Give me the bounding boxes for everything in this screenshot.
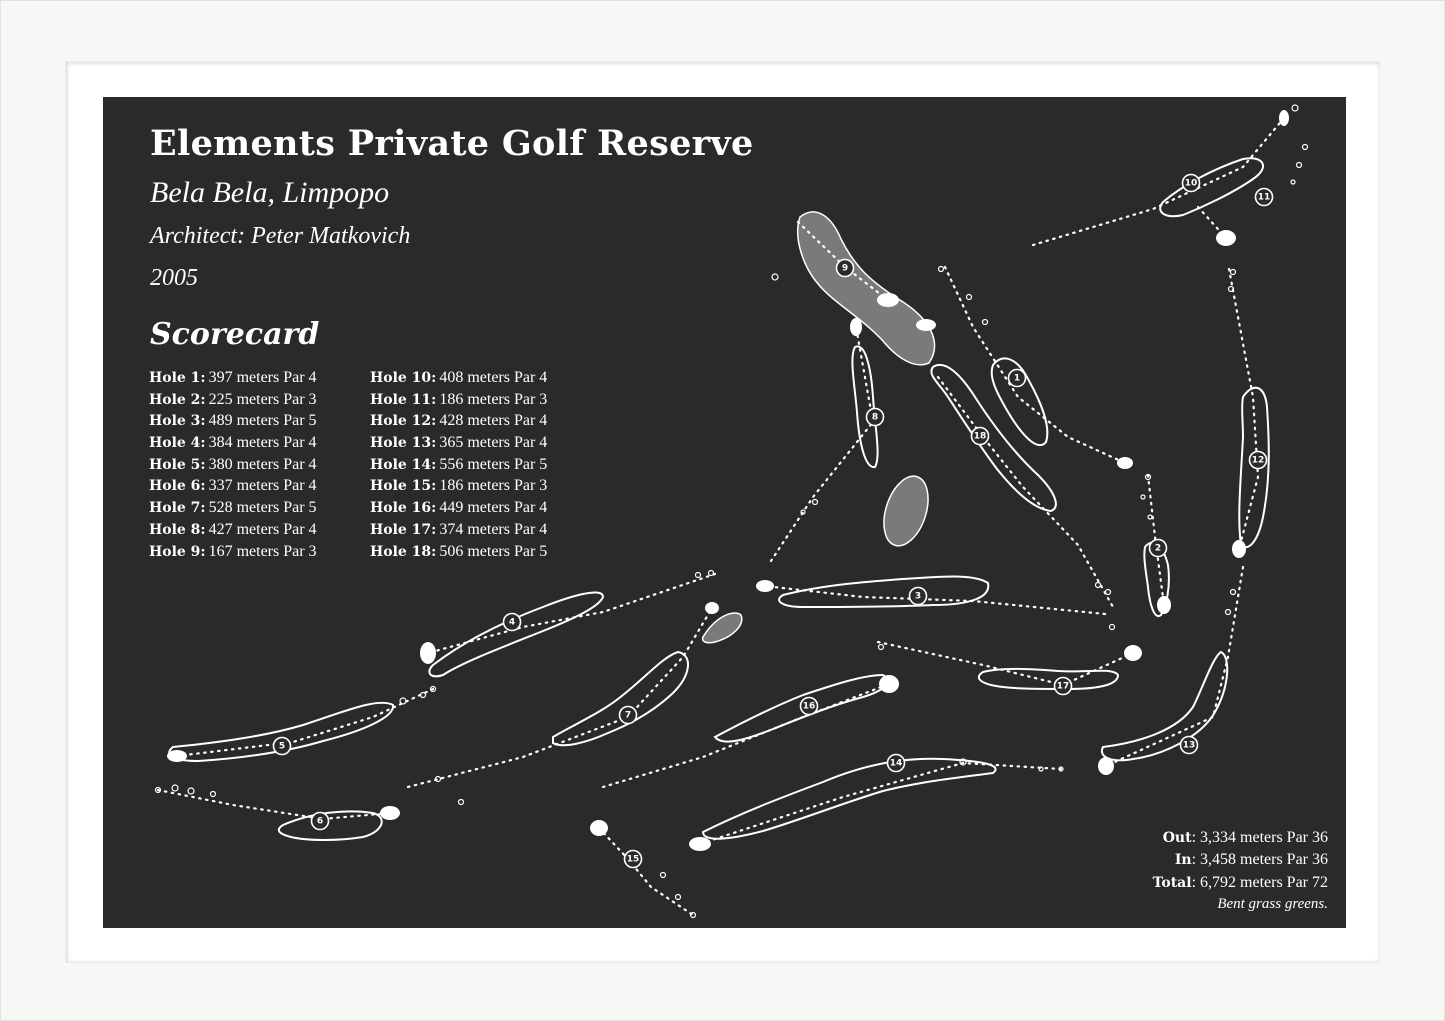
hole-detail: 427 meters Par 4 [208,520,317,538]
hole-detail: 380 meters Par 4 [208,455,317,473]
hole-number-9: 9 [841,263,849,274]
hole-number-4: 4 [508,617,516,628]
totals-in-label: In [1174,852,1192,869]
line-7 [408,608,712,787]
scorecard-row [149,367,317,389]
scorecard-row [370,497,547,519]
line-11 [1198,207,1226,238]
course-title: Elements Private Golf Reserve [150,123,754,164]
hole-label: Hole 11: [370,391,437,408]
hole-detail: 408 meters Par 4 [439,369,548,386]
scorecard-row [370,541,547,563]
hole-detail: 506 meters Par 5 [439,542,548,560]
scorecard-row [149,410,317,432]
totals-out-value: : 3,334 meters Par 36 [1191,828,1328,846]
hole-label: Hole 13: [370,435,437,452]
green-11 [1216,230,1236,246]
hole-number-2: 2 [1154,543,1162,554]
hole-label: Hole 2: [149,391,206,408]
green-13 [1098,757,1114,775]
fairway-17 [979,669,1118,689]
hole-number-1: 1 [1013,373,1021,384]
hole-number-15: 15 [626,854,640,865]
hole-label: Hole 15: [370,478,437,495]
line-16 [603,684,889,787]
line-17 [878,642,1133,685]
line-13 [1106,567,1243,766]
scorecard-back-nine [370,367,547,562]
green-3 [756,580,774,592]
hole-number-5: 5 [278,741,286,752]
fairway-10 [1160,158,1263,216]
hole-number-13: 13 [1182,740,1196,751]
line-6 [158,790,390,819]
scorecard-row [149,519,317,541]
lake-hole-9 [798,212,935,365]
scorecard-row [149,541,317,563]
hole-number-11: 11 [1257,192,1271,203]
line-10 [1033,118,1284,245]
course-totals [1153,827,1328,916]
hole-label: Hole 16: [370,500,437,517]
hole-detail: 337 meters Par 4 [208,477,317,495]
hole-detail: 428 meters Par 4 [439,412,548,430]
totals-in [1153,849,1328,872]
greens [167,110,1289,851]
green-12 [1232,540,1246,558]
hole-detail: 186 meters Par 3 [439,390,548,408]
pond-hole-7 [703,613,742,643]
totals-out-label: Out [1162,829,1192,846]
hole-label: Hole 10: [370,370,437,386]
scorecard-row [370,519,547,541]
scorecard-row [370,454,547,476]
hole-detail: 489 meters Par 5 [208,412,317,430]
fairway-7 [553,652,688,745]
fairway-4 [429,592,603,676]
hole-detail: 449 meters Par 4 [439,499,548,517]
course-poster [103,97,1346,928]
totals-total-label: Total [1152,874,1192,891]
line-14 [700,763,1061,844]
scorecard-row [370,432,547,454]
hole-number-12: 12 [1251,455,1265,466]
hole-detail: 556 meters Par 5 [439,455,548,473]
hole-number-8: 8 [871,412,879,423]
course-location: Bela Bela, Limpopo [150,176,390,209]
greens-note: Bent grass greens. [1217,896,1328,913]
hole-number-10: 10 [1184,178,1198,189]
green-16 [879,675,899,693]
scorecard-row [149,389,317,411]
hole-detail: 397 meters Par 4 [208,369,317,386]
hole-label: Hole 18: [370,543,437,560]
green-6 [380,806,400,820]
hole-detail: 528 meters Par 5 [208,499,317,517]
green-4 [420,642,436,664]
scorecard-row [370,410,547,432]
fairway-14 [703,759,996,839]
hole-label: Hole 9: [149,543,206,560]
green-1 [1117,457,1133,469]
line-8 [771,327,873,561]
pond-center [876,471,936,552]
green-18 [916,319,936,331]
line-18 [938,377,1113,607]
hole-number-14: 14 [889,758,903,769]
scorecard-row [370,389,547,411]
line-3 [765,586,1105,614]
scorecard-row [149,475,317,497]
hole-number-6: 6 [316,816,324,827]
hole-label: Hole 12: [370,413,437,430]
line-12 [1229,269,1258,549]
hole-number-17: 17 [1056,681,1070,692]
course-year: 2005 [150,265,198,291]
scorecard-row [149,454,317,476]
hole-detail: 374 meters Par 4 [439,520,548,538]
totals-total [1153,872,1328,895]
green-2 [1157,596,1171,614]
scorecard-heading: Scorecard [150,317,320,352]
hole-detail: 167 meters Par 3 [208,542,317,560]
course-architect: Architect: Peter Matkovich [150,223,411,249]
hole-label: Hole 7: [149,500,206,517]
hole-label: Hole 17: [370,521,437,538]
hole-detail: 384 meters Par 4 [208,434,317,452]
hole-number-3: 3 [914,591,922,602]
fairway-8 [852,346,877,467]
fairway-18 [931,365,1055,511]
hole-label: Hole 1: [149,370,206,386]
hole-number-7: 7 [624,710,632,721]
hole-detail: 225 meters Par 3 [208,390,317,408]
green-8 [850,318,862,336]
scorecard-row [370,367,547,389]
hole-number-16: 16 [802,701,816,712]
hole-detail: 365 meters Par 4 [439,434,548,452]
line-4 [428,574,715,653]
scorecard-front-nine [149,367,317,562]
line-15 [599,828,693,915]
totals-in-value: : 3,458 meters Par 36 [1191,851,1328,869]
green-7 [705,602,719,614]
fairway-13 [1102,652,1227,760]
hole-label: Hole 8: [149,521,206,538]
scorecard-row [149,432,317,454]
hole-label: Hole 4: [149,435,206,452]
totals-out [1153,827,1328,850]
hole-label: Hole 14: [370,456,437,473]
scorecard-row [370,475,547,497]
scorecard-row [149,497,317,519]
hole-number-18: 18 [973,431,987,442]
hole-detail: 186 meters Par 3 [439,477,548,495]
hole-label: Hole 3: [149,413,206,430]
hole-label: Hole 6: [149,478,206,495]
totals-total-value: : 6,792 meters Par 72 [1191,873,1328,891]
hole-label: Hole 5: [149,456,206,473]
